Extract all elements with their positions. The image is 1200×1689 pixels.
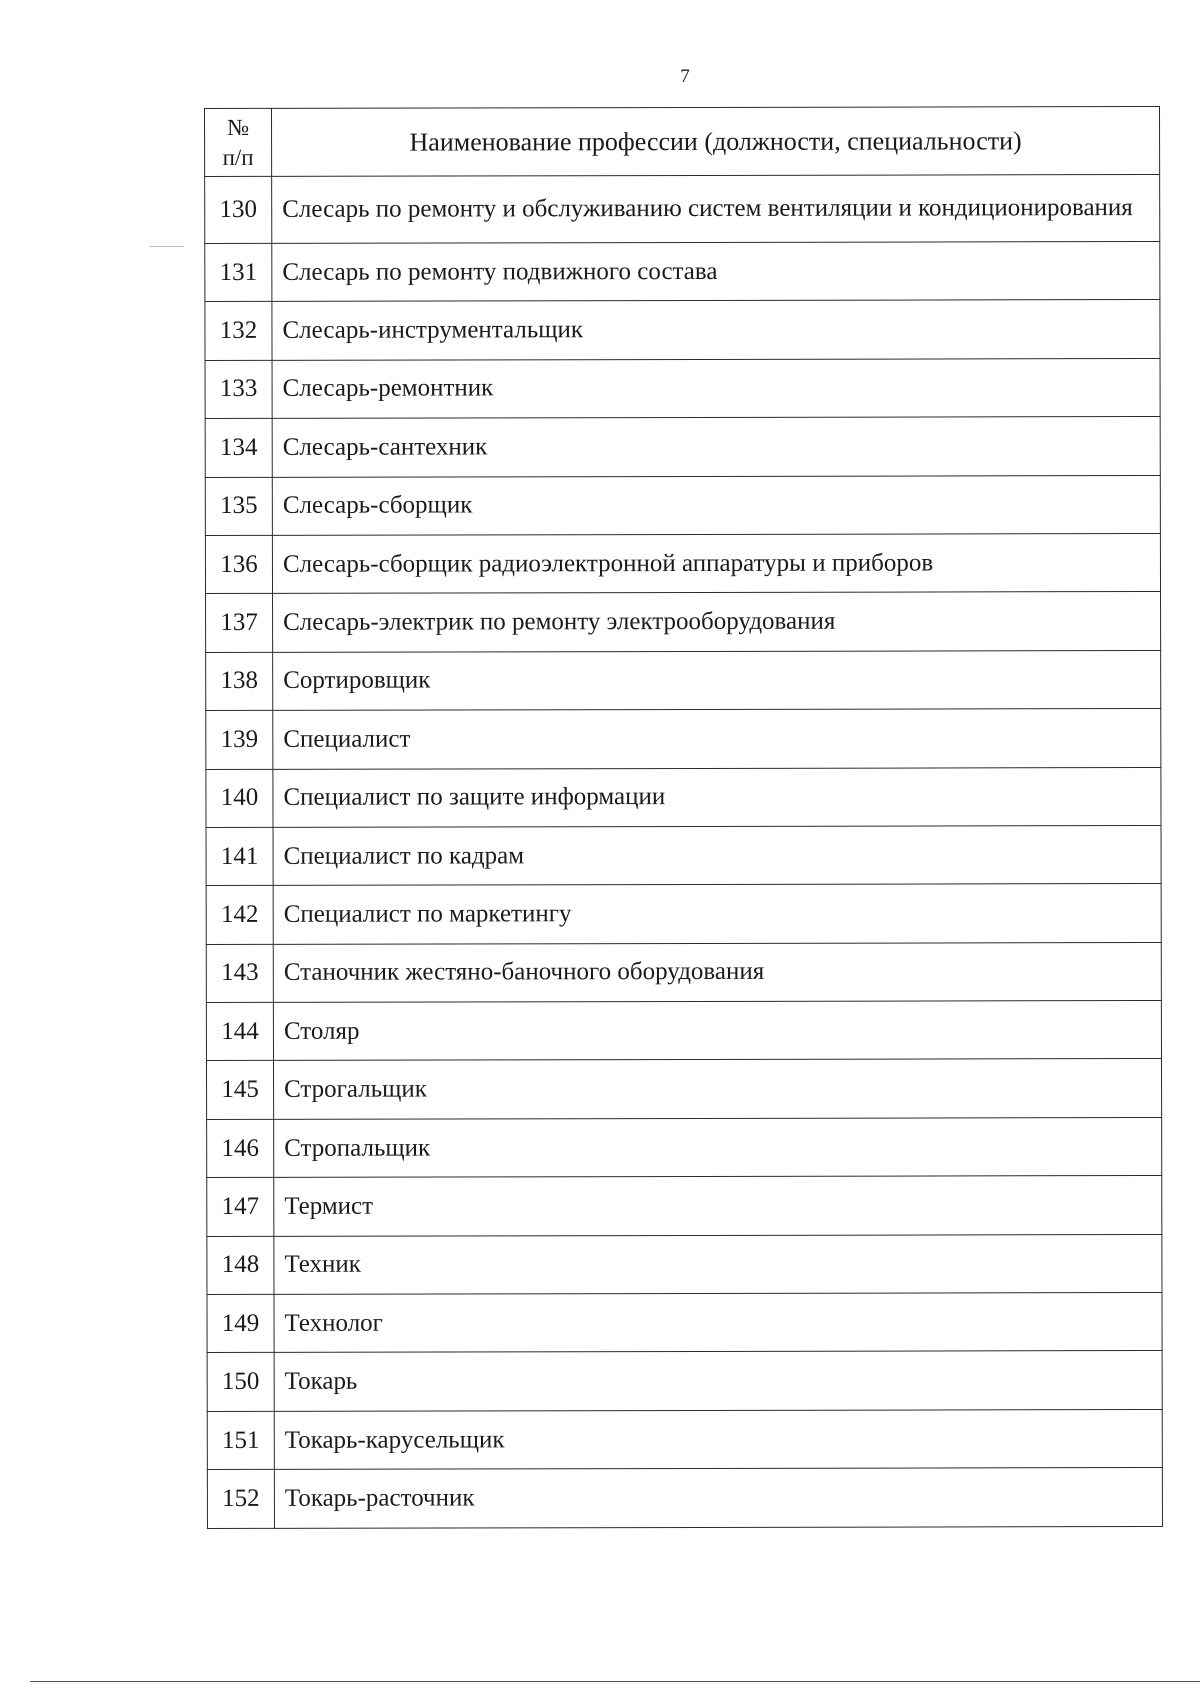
table-row <box>206 650 1161 710</box>
profession-name: Технолог <box>274 1293 1162 1353</box>
profession-name: Слесарь-ремонтник <box>272 358 1160 418</box>
table-row <box>206 592 1161 652</box>
number-header-symbol: № <box>227 114 250 140</box>
profession-name: Специалист по маркетингу <box>273 884 1161 944</box>
table-row <box>206 825 1161 885</box>
profession-name: Токарь <box>274 1351 1162 1411</box>
profession-name: Токарь-расточник <box>274 1468 1162 1528</box>
profession-name: Термист <box>274 1176 1162 1236</box>
row-number: 151 <box>207 1411 274 1470</box>
table-row <box>207 1351 1162 1411</box>
profession-name: Слесарь-сборщик радиоэлектронной аппаратуры и приборов <box>272 533 1160 593</box>
profession-name: Слесарь по ремонту подвижного состава <box>272 241 1160 301</box>
profession-name: Слесарь-сантехник <box>272 417 1160 477</box>
row-number: 152 <box>207 1470 274 1529</box>
profession-name: Слесарь-инструментальщик <box>272 300 1160 360</box>
table-row <box>206 942 1161 1002</box>
profession-name: Слесарь-электрик по ремонту электрооборудования <box>273 592 1161 652</box>
bottom-rule <box>30 1681 1200 1682</box>
row-number: 134 <box>205 419 272 478</box>
table-row <box>207 1176 1162 1236</box>
profession-name: Специалист <box>273 709 1161 769</box>
row-number: 137 <box>206 594 273 653</box>
profession-name: Слесарь по ремонту и обслуживанию систем вентиляции и кондиционирования <box>272 174 1160 243</box>
row-number: 142 <box>206 886 273 945</box>
profession-name: Токарь-карусельщик <box>274 1409 1162 1469</box>
profession-name: Станочник жестяно-баночного оборудования <box>273 942 1161 1002</box>
row-number: 150 <box>207 1353 274 1412</box>
row-number: 135 <box>205 477 272 536</box>
table-row <box>205 475 1160 535</box>
number-column-header <box>205 108 272 176</box>
row-number: 148 <box>207 1236 274 1295</box>
row-number: 139 <box>206 710 273 769</box>
row-number: 141 <box>206 827 273 886</box>
row-number: 140 <box>206 769 273 828</box>
row-number: 136 <box>205 535 272 594</box>
margin-mark <box>150 246 184 247</box>
profession-name: Техник <box>274 1234 1162 1294</box>
row-number: 130 <box>205 176 272 243</box>
row-number: 138 <box>206 652 273 711</box>
professions-table <box>204 106 1163 1529</box>
row-number: 143 <box>206 944 273 1003</box>
profession-name: Строгальщик <box>273 1059 1161 1119</box>
row-number: 145 <box>206 1061 273 1120</box>
name-column-header: Наименование профессии (должности, специальности) <box>272 106 1160 176</box>
profession-name: Стропальщик <box>274 1117 1162 1177</box>
profession-name: Специалист по кадрам <box>273 825 1161 885</box>
row-number: 149 <box>207 1294 274 1353</box>
table-row <box>205 241 1160 301</box>
table-body <box>205 174 1163 1528</box>
table-row <box>206 884 1161 944</box>
table-row <box>205 417 1160 477</box>
table-row <box>207 1293 1162 1353</box>
table-row <box>206 709 1161 769</box>
table-header-row <box>205 106 1160 176</box>
table-row <box>207 1468 1162 1528</box>
table-row <box>205 358 1160 418</box>
table-row <box>207 1117 1162 1177</box>
table-row <box>205 533 1160 593</box>
number-header-abbrev: п/п <box>222 144 254 170</box>
row-number: 147 <box>207 1178 274 1237</box>
table-row <box>205 174 1160 243</box>
table-row <box>207 1234 1162 1294</box>
page-number: 7 <box>680 66 690 87</box>
row-number: 131 <box>205 243 272 302</box>
table-row <box>207 1409 1162 1469</box>
row-number: 146 <box>207 1119 274 1178</box>
table-row <box>206 767 1161 827</box>
row-number: 144 <box>206 1002 273 1061</box>
profession-name: Слесарь-сборщик <box>272 475 1160 535</box>
table-row <box>205 300 1160 360</box>
profession-name: Столяр <box>273 1001 1161 1061</box>
profession-name: Специалист по защите информации <box>273 767 1161 827</box>
row-number: 132 <box>205 302 272 361</box>
table-row <box>206 1059 1161 1119</box>
table-row <box>206 1001 1161 1061</box>
profession-name: Сортировщик <box>273 650 1161 710</box>
row-number: 133 <box>205 360 272 419</box>
